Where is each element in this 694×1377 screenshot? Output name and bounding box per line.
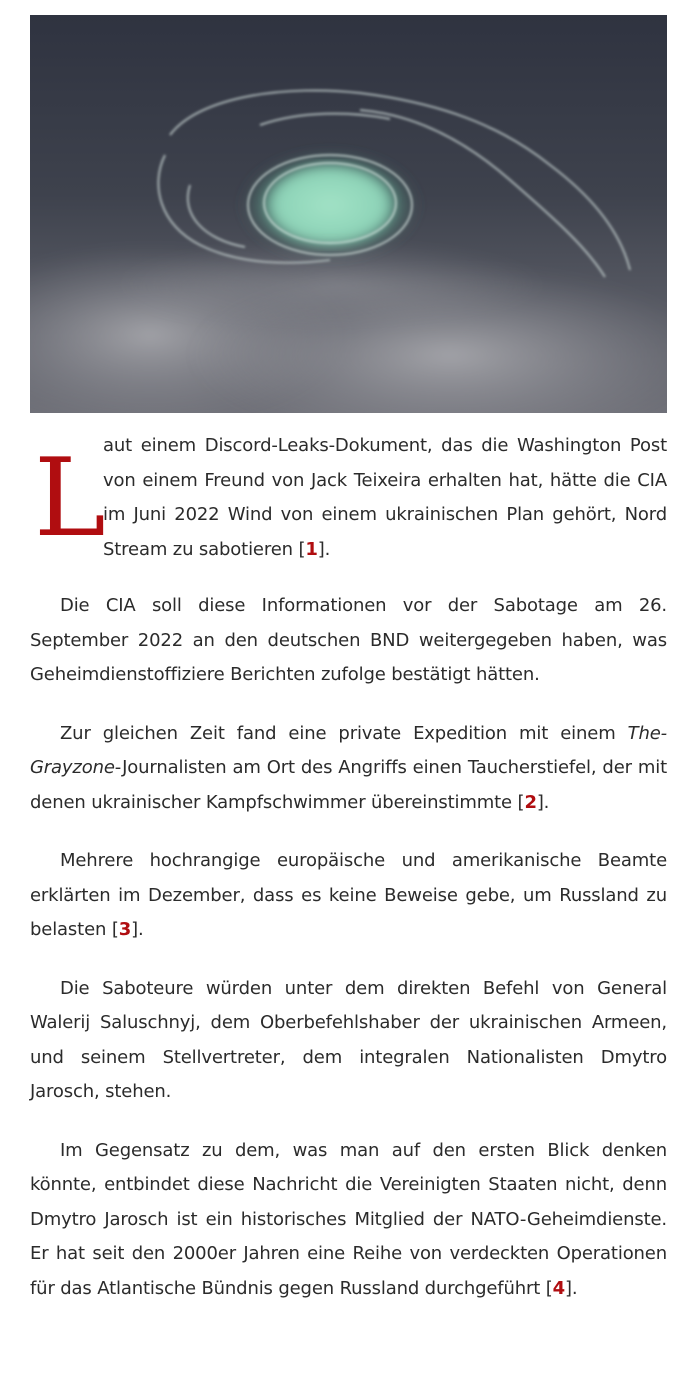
article xyxy=(30,0,667,1306)
paragraph-5 xyxy=(30,972,667,1110)
lead-paragraph xyxy=(30,429,667,567)
paragraph-6 xyxy=(30,1134,667,1307)
paragraph-3 xyxy=(30,717,667,821)
paragraph-4-text: Mehrere hochrangige europäische und amerikanische Beamte erklärten im Dezember, dass es keine Beweise gebe, um Russland zu belasten [ xyxy=(30,850,667,940)
lead-text-body: aut einem Discord-Leaks-Dokument, das die Washington Post von einem Freund von Jack Teixeira erhalten hat, hätte die CIA im Juni 2022 Wind von einem ukrainischen Plan gehört, Nord Stream zu sabotieren [ xyxy=(103,435,667,560)
footnote-link-3[interactable]: 3 xyxy=(118,919,132,940)
paragraph-5-text: Die Saboteure würden unter dem direkten Befehl von General Walerij Saluschnyj, dem Oberbefehlshaber der ukrainischen Armeen, und seinem Stellvertreter, dem integralen Nationalisten Dmytro Jarosch, stehen. xyxy=(30,977,667,1102)
paragraph-4-end: ]. xyxy=(131,919,144,940)
article-photo xyxy=(30,15,667,413)
lead-text xyxy=(103,429,667,567)
paragraph-2 xyxy=(30,589,667,693)
publication-name: The-Grayzone xyxy=(30,722,667,778)
paragraph-3-text-a: Zur gleichen Zeit fand eine private Expedition mit einem xyxy=(60,722,628,744)
paragraph-4 xyxy=(30,844,667,948)
footnote-link-2[interactable]: 2 xyxy=(524,791,537,813)
paragraph-2-text: Die CIA soll diese Informationen vor der Sabotage am 26. September 2022 an den deutschen BND weitergegeben haben, was Geheimdienstoffiziere Berichten zufolge bestätigt hätten. xyxy=(30,595,667,685)
paragraph-6-text: Im Gegensatz zu dem, was man auf den ersten Blick denken könnte, entbindet diese Nachricht die Vereinigten Staaten nicht, denn Dmytro Jarosch ist ein historisches Mitglied der NATO-Geheimdienste. Er hat seit den 2000er Jahren eine Reihe von verdeckten Operationen für das Atlantische Bündnis gegen Russland durchgeführt [ xyxy=(30,1139,667,1299)
footnote-link-1[interactable]: 1 xyxy=(305,538,318,560)
gas-leak-sea-image xyxy=(30,15,667,413)
footnote-link-4[interactable]: 4 xyxy=(552,1277,565,1299)
paragraph-3-text-b: -Journalisten am Ort des Angriffs einen Taucherstiefel, der mit denen ukrainischer Kampfschwimmer übereinstimmte [ xyxy=(30,757,667,813)
paragraph-6-end: ]. xyxy=(564,1277,578,1299)
lead-text-end: ]. xyxy=(317,538,331,560)
paragraph-3-end: ]. xyxy=(536,791,550,813)
drop-cap: L xyxy=(34,436,106,561)
